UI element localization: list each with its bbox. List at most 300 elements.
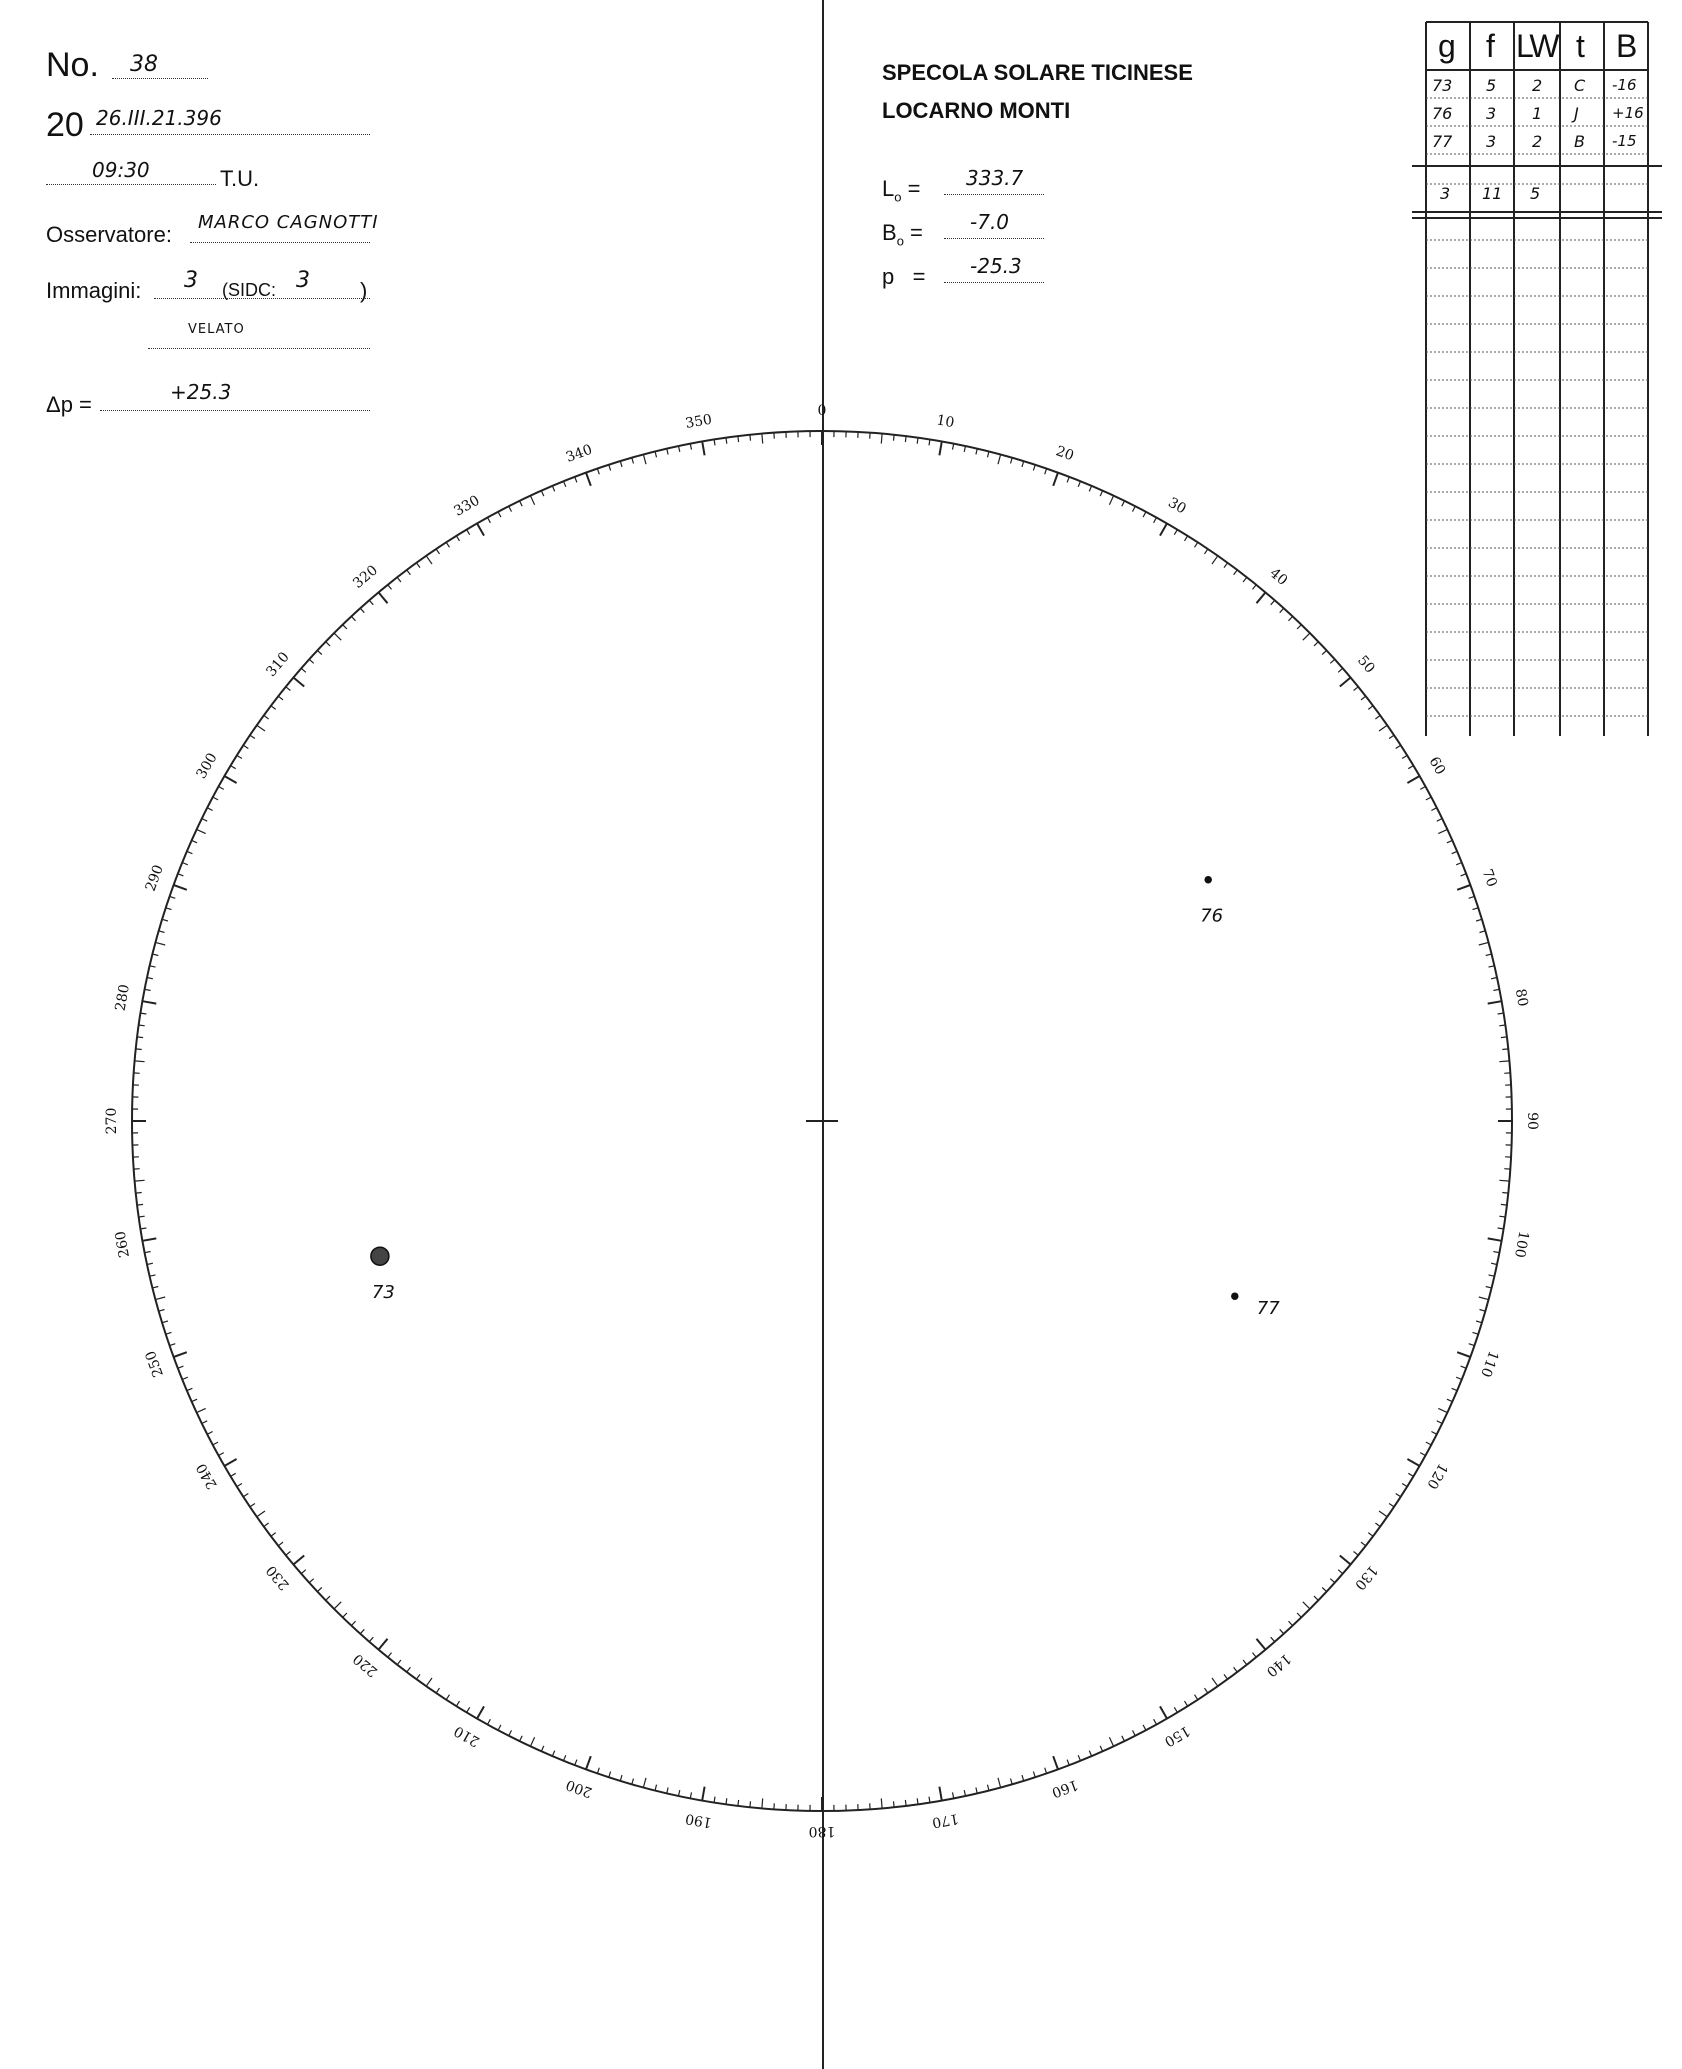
scale-tick xyxy=(250,735,255,738)
scale-tick xyxy=(1053,1756,1058,1769)
scale-tick xyxy=(407,1667,411,1672)
scale-tick xyxy=(738,1800,739,1806)
scale-tick xyxy=(416,563,420,568)
scale-tick xyxy=(1499,1061,1509,1062)
scale-tick xyxy=(1053,473,1058,486)
scale-tick xyxy=(964,1790,965,1796)
table-cell: 3 xyxy=(1486,104,1497,123)
scale-tick xyxy=(1271,600,1275,605)
scale-tick xyxy=(326,1596,330,1600)
table-cell: C xyxy=(1574,76,1586,95)
scale-label: 300 xyxy=(193,750,221,782)
scale-tick xyxy=(1297,625,1301,629)
B0-label: $B_o$ = xyxy=(882,220,923,249)
scale-tick xyxy=(257,1511,265,1517)
scale-tick xyxy=(1045,469,1047,475)
scale-tick xyxy=(1160,523,1167,535)
scale-tick xyxy=(388,1653,392,1658)
scale-tick xyxy=(145,989,151,990)
scale-tick xyxy=(881,434,882,444)
scale-tick xyxy=(690,1792,691,1798)
scale-tick xyxy=(976,449,977,455)
scale-tick xyxy=(939,1787,941,1801)
scale-label: 10 xyxy=(935,412,956,432)
scale-tick xyxy=(326,642,330,646)
scale-tick xyxy=(894,435,895,441)
scale-tick xyxy=(1185,1701,1188,1706)
scale-tick xyxy=(586,1756,591,1769)
scale-tick xyxy=(750,1801,751,1807)
scale-tick xyxy=(1488,1001,1502,1003)
scale-tick xyxy=(1420,1453,1425,1456)
table-cell: J xyxy=(1574,104,1579,123)
scale-tick xyxy=(170,896,176,898)
scale-tick xyxy=(1340,678,1351,687)
scale-tick xyxy=(1486,1287,1492,1288)
scale-tick xyxy=(174,885,187,890)
scale-tick xyxy=(170,1344,176,1346)
sidc-close: ) xyxy=(360,278,368,303)
scale-tick xyxy=(286,687,291,691)
scale-tick xyxy=(1498,1228,1504,1229)
scale-tick xyxy=(1389,1504,1394,1507)
scale-tick xyxy=(632,458,634,464)
scale-tick xyxy=(976,1788,977,1794)
scale-label: 100 xyxy=(1511,1229,1532,1259)
scale-tick xyxy=(1257,1639,1266,1650)
scale-tick xyxy=(488,518,491,523)
scale-tick xyxy=(953,444,954,450)
scale-tick xyxy=(1396,745,1401,748)
scale-tick xyxy=(1469,1344,1475,1346)
scale-tick xyxy=(207,808,212,811)
no-value: 38 xyxy=(130,52,158,77)
scale-label: 220 xyxy=(350,1650,381,1680)
scale-tick xyxy=(1243,577,1247,582)
scale-tick xyxy=(136,1193,142,1194)
sunspot-group-77 xyxy=(1232,1293,1238,1299)
scale-tick xyxy=(1361,1542,1366,1546)
scale-tick xyxy=(702,442,704,456)
scale-tick xyxy=(998,1778,1001,1788)
scale-tick xyxy=(369,600,373,605)
scale-tick xyxy=(575,1760,577,1766)
scale-tick xyxy=(1488,1238,1502,1240)
scale-tick xyxy=(632,1779,634,1785)
scale-tick xyxy=(446,1695,449,1700)
table-header-lw: LW xyxy=(1516,28,1558,64)
scale-tick xyxy=(1205,1688,1208,1693)
scale-tick xyxy=(1174,1707,1177,1712)
scale-tick xyxy=(1174,530,1177,535)
table-cell: -15 xyxy=(1612,132,1637,150)
scale-tick xyxy=(147,978,153,979)
scale-label: 340 xyxy=(563,441,595,466)
scale-tick xyxy=(1491,1263,1497,1264)
scale-label: 230 xyxy=(263,1562,293,1593)
scale-tick xyxy=(159,931,165,933)
scale-tick xyxy=(1461,874,1467,876)
scale-tick xyxy=(309,1579,314,1583)
table-cell: +16 xyxy=(1612,104,1644,122)
table-cell: 76 xyxy=(1432,104,1453,123)
p-label: p = xyxy=(882,264,926,289)
time-suffix: T.U. xyxy=(220,166,260,191)
scale-tick xyxy=(317,650,321,654)
observer-label: Osservatore: xyxy=(46,222,172,247)
scale-tick xyxy=(714,440,715,446)
scale-tick xyxy=(552,1751,554,1757)
scale-tick xyxy=(1499,1025,1505,1026)
scale-tick xyxy=(351,616,355,620)
scale-tick xyxy=(174,1352,187,1357)
scale-tick xyxy=(166,908,172,910)
scale-tick xyxy=(1407,1459,1419,1466)
scale-tick xyxy=(1303,633,1310,640)
scale-tick xyxy=(360,608,364,613)
scale-tick xyxy=(762,434,763,444)
scale-tick xyxy=(1489,966,1495,967)
scale-tick xyxy=(917,1798,918,1804)
scale-tick xyxy=(929,440,930,446)
scale-label: 200 xyxy=(563,1776,595,1801)
scale-tick xyxy=(150,966,156,967)
scale-tick xyxy=(192,1399,197,1401)
scale-tick xyxy=(139,1216,145,1217)
scale-tick xyxy=(137,1204,143,1205)
B0-value: -7.0 xyxy=(970,210,1010,234)
scale-tick xyxy=(1340,1556,1351,1565)
scale-tick xyxy=(213,797,218,800)
observer-value: MARCO CAGNOTTI xyxy=(198,212,379,233)
scale-tick xyxy=(187,851,193,853)
scale-tick xyxy=(1338,668,1343,672)
scale-tick xyxy=(207,1432,212,1435)
scale-tick xyxy=(219,787,224,790)
scale-tick xyxy=(1354,1552,1359,1556)
scale-tick xyxy=(139,1025,145,1026)
scale-tick xyxy=(1501,1037,1507,1038)
scale-tick xyxy=(643,1778,646,1788)
date-value: 26.III.21.396 xyxy=(96,106,222,130)
scale-tick xyxy=(369,1637,373,1642)
scale-tick xyxy=(250,1504,255,1507)
table-cell: 2 xyxy=(1532,132,1543,151)
scale-tick xyxy=(360,1629,364,1634)
scale-tick xyxy=(231,1473,236,1476)
scale-tick xyxy=(1045,1768,1047,1774)
delta-p-label: Δp = xyxy=(46,392,92,417)
scale-tick xyxy=(520,501,523,506)
scale-tick xyxy=(334,1602,341,1609)
scale-tick xyxy=(726,438,727,444)
scale-tick xyxy=(564,1755,566,1761)
scale-tick xyxy=(1456,863,1462,865)
scale-tick xyxy=(509,506,512,511)
sidc-value: 3 xyxy=(296,268,310,293)
scale-tick xyxy=(1501,1204,1507,1205)
table-cell: 3 xyxy=(1486,132,1497,151)
scale-tick xyxy=(1479,942,1489,945)
scale-tick xyxy=(1280,1629,1284,1634)
scale-tick xyxy=(1109,1737,1113,1746)
scale-tick xyxy=(488,1719,491,1724)
scale-tick xyxy=(530,1737,534,1746)
scale-tick xyxy=(609,465,611,471)
scale-tick xyxy=(456,1701,459,1706)
scale-tick xyxy=(1303,1602,1310,1609)
scale-tick xyxy=(1473,1332,1479,1334)
scale-tick xyxy=(702,1787,704,1801)
scale-tick xyxy=(1379,1511,1387,1517)
scale-tick xyxy=(153,954,159,955)
scale-tick xyxy=(1447,1399,1452,1401)
scale-tick xyxy=(467,530,470,535)
scale-tick xyxy=(1289,616,1293,620)
scale-label: 240 xyxy=(193,1460,221,1492)
scale-tick xyxy=(667,1788,668,1794)
table-header-f: f xyxy=(1486,28,1495,64)
scale-tick xyxy=(278,1542,283,1546)
scale-tick xyxy=(1224,563,1228,568)
scale-tick xyxy=(1476,919,1482,921)
scale-tick xyxy=(1033,1772,1035,1778)
scale-label: 120 xyxy=(1423,1460,1451,1492)
scale-tick xyxy=(1154,518,1157,523)
scale-tick xyxy=(1480,931,1486,933)
table-cell: 5 xyxy=(1530,184,1541,203)
scale-tick xyxy=(219,1453,224,1456)
scale-tick xyxy=(1224,1674,1228,1679)
scale-tick xyxy=(1314,1596,1318,1600)
scale-tick xyxy=(690,444,691,450)
scale-tick xyxy=(575,477,577,483)
scale-tick xyxy=(197,829,206,833)
scale-tick xyxy=(388,585,392,590)
scale-label: 210 xyxy=(451,1722,483,1750)
scale-tick xyxy=(1322,650,1326,654)
scale-tick xyxy=(1469,896,1475,898)
scale-label: 30 xyxy=(1165,494,1189,518)
scale-tick xyxy=(1437,1421,1442,1424)
scale-tick xyxy=(309,659,314,663)
no-label: No. xyxy=(46,46,99,84)
table-header-t: t xyxy=(1576,28,1585,64)
scale-tick xyxy=(436,549,439,554)
scale-tick xyxy=(655,452,656,458)
scale-tick xyxy=(343,1613,347,1617)
scale-label: 70 xyxy=(1478,867,1500,890)
scale-tick xyxy=(679,1790,680,1796)
scale-tick xyxy=(1289,1621,1293,1625)
scale-tick xyxy=(407,570,411,575)
scale-tick xyxy=(202,819,207,822)
scale-tick xyxy=(1456,1377,1462,1379)
scale-tick xyxy=(301,1570,306,1574)
scale-tick xyxy=(1322,1588,1326,1592)
sunspot-group-label: 76 xyxy=(1200,905,1224,927)
scale-tick xyxy=(379,592,388,603)
scale-tick xyxy=(1330,1579,1335,1583)
scale-label: 330 xyxy=(451,492,483,520)
scale-tick xyxy=(609,1772,611,1778)
scale-tick xyxy=(1100,491,1102,496)
scale-tick xyxy=(552,486,554,492)
sunspot-group-73 xyxy=(371,1247,389,1265)
scale-tick xyxy=(714,1797,715,1803)
scale-label: 130 xyxy=(1351,1562,1381,1593)
scale-tick xyxy=(1338,1570,1343,1574)
table-cell: 2 xyxy=(1532,76,1543,95)
institution-name: SPECOLA SOLARE TICINESE xyxy=(882,60,1193,85)
scale-tick xyxy=(1431,808,1436,811)
scale-tick xyxy=(286,1552,291,1556)
scale-tick xyxy=(436,1688,439,1693)
scale-label: 80 xyxy=(1511,987,1531,1008)
scale-tick xyxy=(1480,1310,1486,1312)
scale-label: 110 xyxy=(1477,1348,1502,1380)
sunspot-group-76 xyxy=(1205,877,1211,883)
scale-tick xyxy=(1078,1755,1080,1761)
scale-tick xyxy=(271,1533,276,1537)
scale-tick xyxy=(397,577,401,582)
scale-tick xyxy=(1368,1533,1373,1537)
scale-tick xyxy=(202,1421,207,1424)
sunspot-group-label: 73 xyxy=(371,1282,395,1304)
scale-tick xyxy=(1368,706,1373,710)
scale-label: 320 xyxy=(350,562,381,592)
scale-tick xyxy=(156,1297,166,1300)
scale-tick xyxy=(143,1001,157,1003)
scale-tick xyxy=(1022,461,1024,467)
year-prefix: 20 xyxy=(46,106,84,144)
scale-tick xyxy=(1067,1760,1069,1766)
scale-tick xyxy=(1257,592,1266,603)
scale-tick xyxy=(1089,486,1091,492)
scale-tick xyxy=(141,1228,147,1229)
scale-tick xyxy=(477,1706,484,1718)
scale-tick xyxy=(166,1332,172,1334)
table-cell: 73 xyxy=(1432,76,1453,95)
scale-tick xyxy=(1154,1719,1157,1724)
scale-label: 140 xyxy=(1263,1650,1294,1680)
scale-tick xyxy=(182,1377,188,1379)
table-cell: B xyxy=(1574,132,1585,151)
table-cell: -16 xyxy=(1612,76,1637,94)
scale-tick xyxy=(301,668,306,672)
scale-tick xyxy=(178,874,184,876)
scale-label: 20 xyxy=(1053,443,1076,465)
scale-tick xyxy=(1100,1746,1102,1751)
scale-label: 60 xyxy=(1425,754,1449,778)
scale-tick xyxy=(1408,1473,1413,1476)
scale-tick xyxy=(620,461,622,467)
scale-tick xyxy=(1476,1321,1482,1323)
scale-tick xyxy=(643,455,646,465)
scale-tick xyxy=(917,438,918,444)
scale-tick xyxy=(1375,715,1380,719)
scale-tick xyxy=(988,452,989,458)
scale-tick xyxy=(135,1180,145,1181)
scale-tick xyxy=(237,755,242,758)
scale-tick xyxy=(237,1484,242,1487)
scale-tick xyxy=(351,1621,355,1625)
scale-tick xyxy=(192,840,197,842)
scale-tick xyxy=(498,512,501,517)
scale-tick xyxy=(520,1736,523,1741)
scale-tick xyxy=(1396,1494,1401,1497)
scale-tick xyxy=(1234,1667,1238,1672)
scale-tick xyxy=(541,491,543,496)
scale-tick xyxy=(1408,766,1413,769)
scale-tick xyxy=(278,696,283,700)
scale-tick xyxy=(738,436,739,442)
scale-tick xyxy=(1314,642,1318,646)
scale-label: 40 xyxy=(1266,565,1291,589)
scale-tick xyxy=(1330,659,1335,663)
scale-tick xyxy=(416,1674,420,1679)
scale-tick xyxy=(541,1746,543,1751)
scale-tick xyxy=(762,1798,763,1808)
scale-tick xyxy=(257,725,265,731)
table-cell: 1 xyxy=(1532,104,1543,123)
scale-tick xyxy=(153,1287,159,1288)
scale-tick xyxy=(1243,1660,1247,1665)
scale-tick xyxy=(667,449,668,455)
scale-tick xyxy=(998,455,1001,465)
scale-tick xyxy=(1493,1252,1499,1253)
scale-tick xyxy=(1407,776,1419,783)
table-cell: 11 xyxy=(1482,184,1503,203)
scale-tick xyxy=(1253,1653,1257,1658)
scale-tick xyxy=(1022,1775,1024,1781)
scale-tick xyxy=(939,442,941,456)
scale-tick xyxy=(881,1798,882,1808)
scale-tick xyxy=(1452,851,1458,853)
scale-tick xyxy=(243,1494,248,1497)
scale-tick xyxy=(293,678,304,687)
table-cell: 5 xyxy=(1486,76,1497,95)
scale-tick xyxy=(1461,1366,1467,1368)
scale-tick xyxy=(145,1252,151,1253)
scale-tick xyxy=(1089,1751,1091,1757)
scale-label: 310 xyxy=(263,649,293,680)
scale-label: 160 xyxy=(1049,1776,1081,1801)
scale-tick xyxy=(1011,458,1013,464)
sunspot-group-label: 77 xyxy=(1256,1298,1280,1320)
institution-location: LOCARNO MONTI xyxy=(882,98,1071,123)
scale-tick xyxy=(379,1639,388,1650)
scale-tick xyxy=(197,1408,206,1412)
scale-tick xyxy=(1205,549,1208,554)
scale-tick xyxy=(1486,954,1492,955)
scale-tick xyxy=(343,625,347,629)
scale-tick xyxy=(317,1588,321,1592)
scale-tick xyxy=(1109,496,1113,505)
scale-tick xyxy=(426,556,432,564)
scale-label: 150 xyxy=(1161,1722,1193,1750)
scale-label: 270 xyxy=(104,1107,120,1135)
scale-tick xyxy=(264,715,269,719)
scale-tick xyxy=(231,766,236,769)
scale-tick xyxy=(1438,1408,1447,1412)
scale-tick xyxy=(1473,908,1479,910)
scale-tick xyxy=(1122,501,1125,506)
scale-tick xyxy=(1447,840,1452,842)
scale-tick xyxy=(147,1263,153,1264)
scale-tick xyxy=(1389,735,1394,738)
scale-tick xyxy=(1426,797,1431,800)
